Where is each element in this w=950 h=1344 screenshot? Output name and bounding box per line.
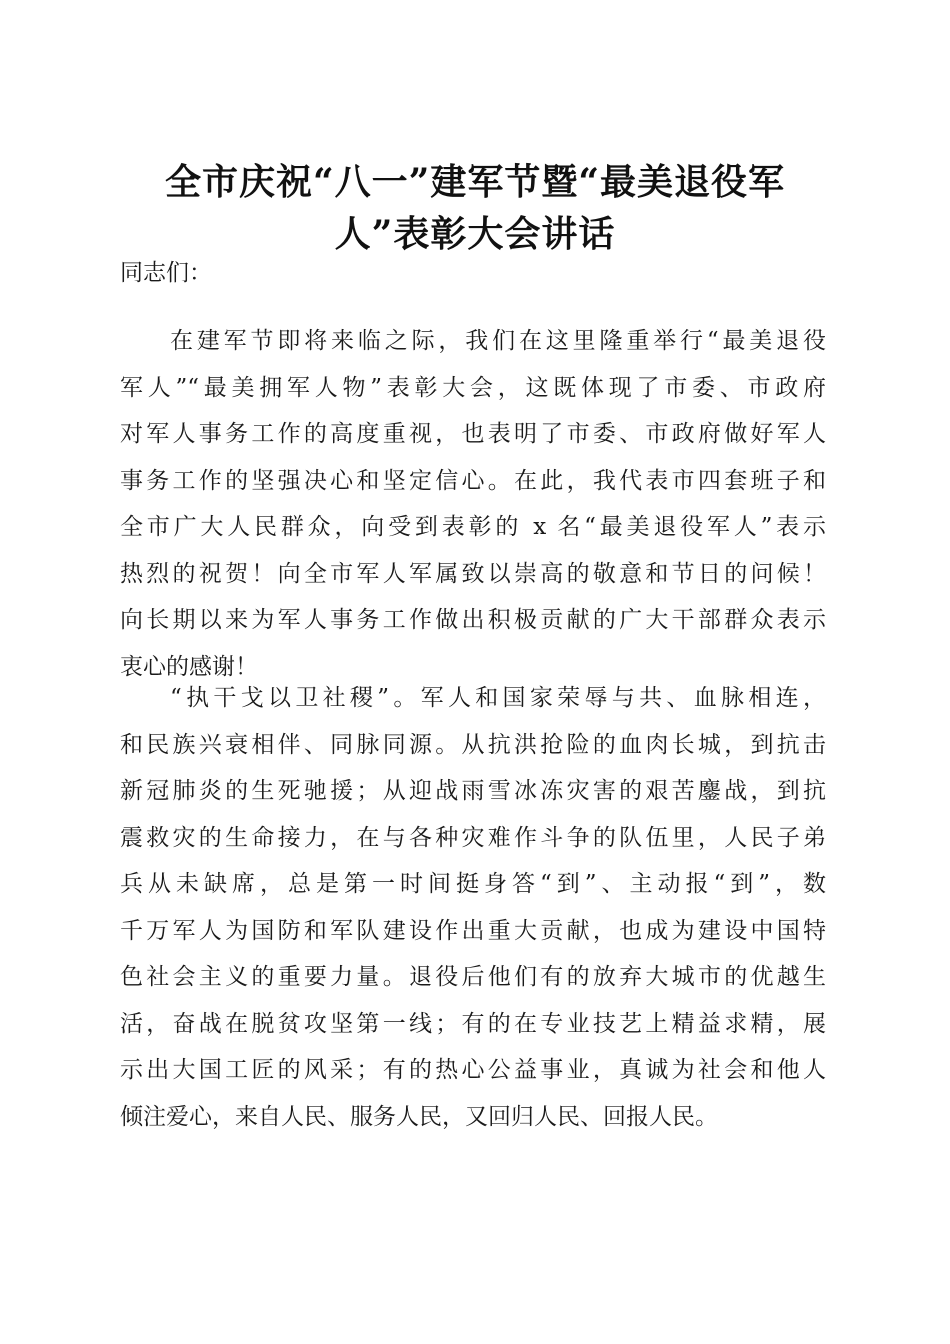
paragraph-line: 全市广大人民群众，向受到表彰的 x 名“最美退役军人”表示 xyxy=(120,514,826,540)
paragraph-line: 热烈的祝贺！向全市军人军属致以崇高的敬意和节日的问候！ xyxy=(120,560,826,587)
paragraph-line: 在建军节即将来临之际，我们在这里隆重举行“最美退役 xyxy=(170,328,826,354)
paragraph-line: 震救灾的生命接力，在与各种灾难作斗争的队伍里，人民子弟 xyxy=(120,824,826,851)
salutation: 同志们： xyxy=(120,260,212,286)
paragraph-line: 色社会主义的重要力量。退役后他们有的放弃大城市的优越生 xyxy=(120,964,826,990)
paragraph-line: 活，奋战在脱贫攻坚第一线；有的在专业技艺上精益求精，展 xyxy=(120,1010,826,1037)
paragraph-line: 事务工作的坚强决心和坚定信心。在此，我代表市四套班子和 xyxy=(120,467,826,494)
paragraph-line: 兵从未缺席，总是第一时间挺身答“到”、主动报“到”，数 xyxy=(120,871,826,897)
paragraph-line: 向长期以来为军人事务工作做出积极贡献的广大干部群众表示 xyxy=(120,607,826,633)
paragraph-line: 千万军人为国防和军队建设作出重大贡献，也成为建设中国特 xyxy=(120,917,826,944)
paragraph-1 xyxy=(120,318,826,690)
title-line-1: 全市庆祝“八一”建军节暨“最美退役军 xyxy=(164,161,786,204)
title-line-2: 人”表彰大会讲话 xyxy=(334,213,616,256)
paragraph-line: 和民族兴衰相伴、同脉同源。从抗洪抢险的血肉长城，到抗击 xyxy=(120,731,826,758)
paragraph-2 xyxy=(120,675,826,1140)
paragraph-line: 军人”“最美拥军人物”表彰大会，这既体现了市委、市政府 xyxy=(120,374,826,401)
paragraph-line: “执干戈以卫社稷”。军人和国家荣辱与共、血脉相连， xyxy=(170,685,826,711)
paragraph-line: 新冠肺炎的生死驰援；从迎战雨雪冰冻灾害的艰苦鏖战，到抗 xyxy=(120,778,826,804)
document-title xyxy=(120,156,830,260)
paragraph-line: 衷心的感谢！ xyxy=(120,653,258,680)
paragraph-line: 示出大国工匠的风采；有的热心公益事业，真诚为社会和他人 xyxy=(120,1057,826,1083)
paragraph-line: 倾注爱心，来自人民、服务人民，又回归人民、回报人民。 xyxy=(120,1103,718,1130)
paragraph-line: 对军人事务工作的高度重视，也表明了市委、市政府做好军人 xyxy=(120,421,826,447)
